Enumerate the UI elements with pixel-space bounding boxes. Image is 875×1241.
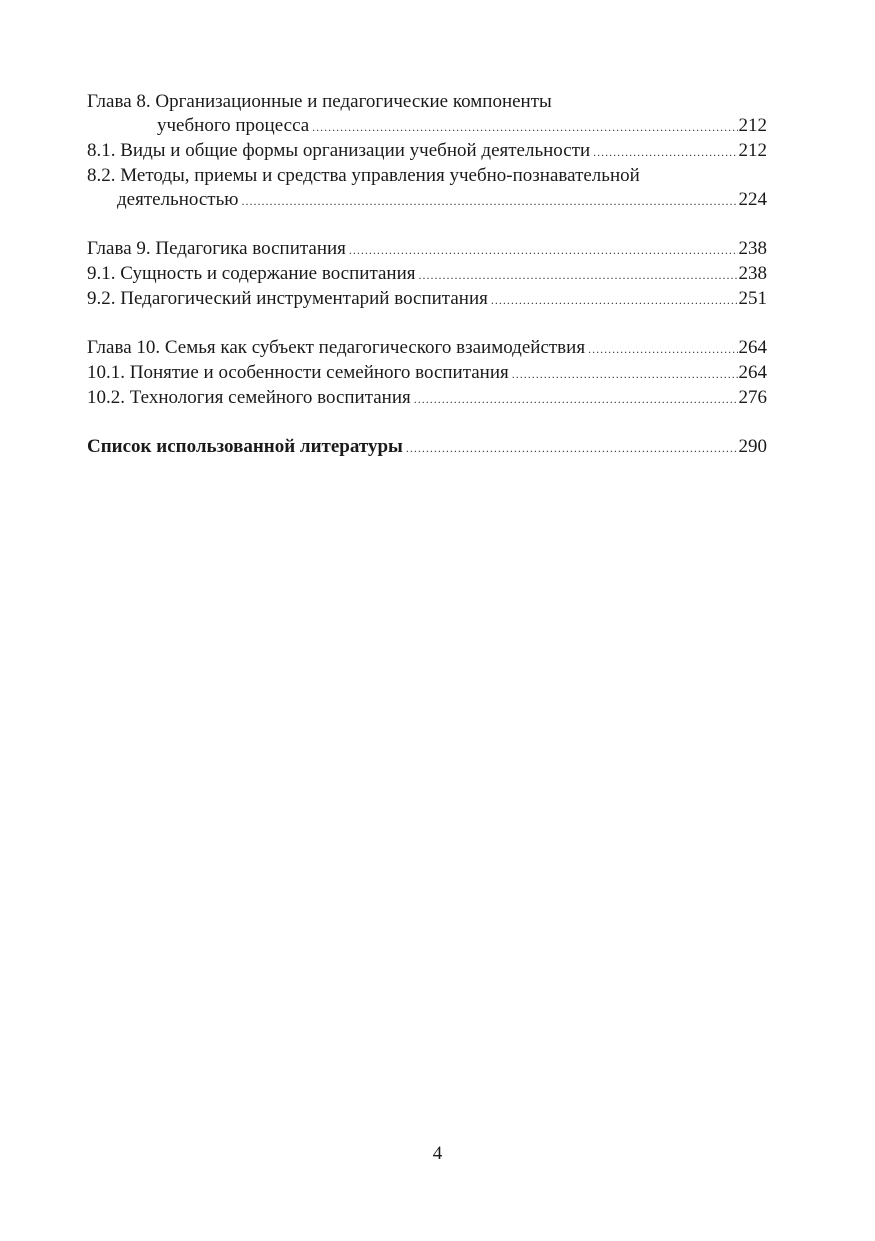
section-10-1-title: 10.1. Понятие и особенности семейного воспитания xyxy=(87,362,509,383)
bibliography-page: 290 xyxy=(738,436,767,457)
chapter-8-group xyxy=(87,90,767,213)
dot-leader xyxy=(418,263,737,287)
section-9-1-page: 238 xyxy=(738,263,767,284)
section-9-2-title: 9.2. Педагогический инструментарий воспитания xyxy=(87,288,488,309)
chapter-9-title: Глава 9. Педагогика воспитания xyxy=(87,238,346,259)
section-8-2-entry[interactable] xyxy=(87,188,767,213)
section-10-2-title: 10.2. Технология семейного воспитания xyxy=(87,387,411,408)
chapter-8-page: 212 xyxy=(738,115,767,136)
dot-leader xyxy=(512,362,738,386)
chapter-9-entry[interactable] xyxy=(87,237,767,262)
dot-leader xyxy=(491,288,738,312)
table-of-contents xyxy=(87,90,767,484)
section-10-2-entry[interactable] xyxy=(87,386,767,411)
chapter-9-group xyxy=(87,237,767,312)
chapter-8-entry[interactable] xyxy=(87,114,767,139)
section-8-1-page: 212 xyxy=(738,140,767,161)
bibliography-group xyxy=(87,435,767,460)
page-number: 4 xyxy=(432,1143,443,1164)
chapter-9-page: 238 xyxy=(738,238,767,259)
section-9-1-entry[interactable] xyxy=(87,262,767,287)
chapter-10-title: Глава 10. Семья как субъект педагогического взаимодействия xyxy=(87,337,586,358)
section-10-1-page: 264 xyxy=(738,362,767,383)
dot-leader xyxy=(349,238,738,262)
section-8-2-title-line2: деятельностью xyxy=(117,189,239,210)
section-9-2-page: 251 xyxy=(738,288,767,309)
dot-leader xyxy=(312,115,737,139)
section-8-2-title-line1: 8.2. Методы, приемы и средства управления учебно-познавательной xyxy=(87,165,640,186)
section-10-1-entry[interactable] xyxy=(87,361,767,386)
chapter-10-entry[interactable] xyxy=(87,336,767,361)
chapter-10-group xyxy=(87,336,767,411)
section-8-1-title: 8.1. Виды и общие формы организации учебной деятельности xyxy=(87,140,591,161)
chapter-8-title-line2: учебного процесса xyxy=(157,115,310,136)
dot-leader xyxy=(588,337,737,361)
section-8-2-page: 224 xyxy=(738,189,767,210)
dot-leader xyxy=(241,189,737,213)
dot-leader xyxy=(406,436,738,460)
chapter-8-title-line1: Глава 8. Организационные и педагогические компоненты xyxy=(87,91,552,112)
chapter-10-page: 264 xyxy=(738,337,767,358)
section-10-2-page: 276 xyxy=(738,387,767,408)
dot-leader xyxy=(414,387,738,411)
bibliography-entry[interactable] xyxy=(87,435,767,460)
section-9-2-entry[interactable] xyxy=(87,287,767,312)
section-8-1-entry[interactable] xyxy=(87,139,767,164)
dot-leader xyxy=(593,140,737,164)
bibliography-title: Список использованной литературы xyxy=(87,436,403,457)
section-9-1-title: 9.1. Сущность и содержание воспитания xyxy=(87,263,416,284)
